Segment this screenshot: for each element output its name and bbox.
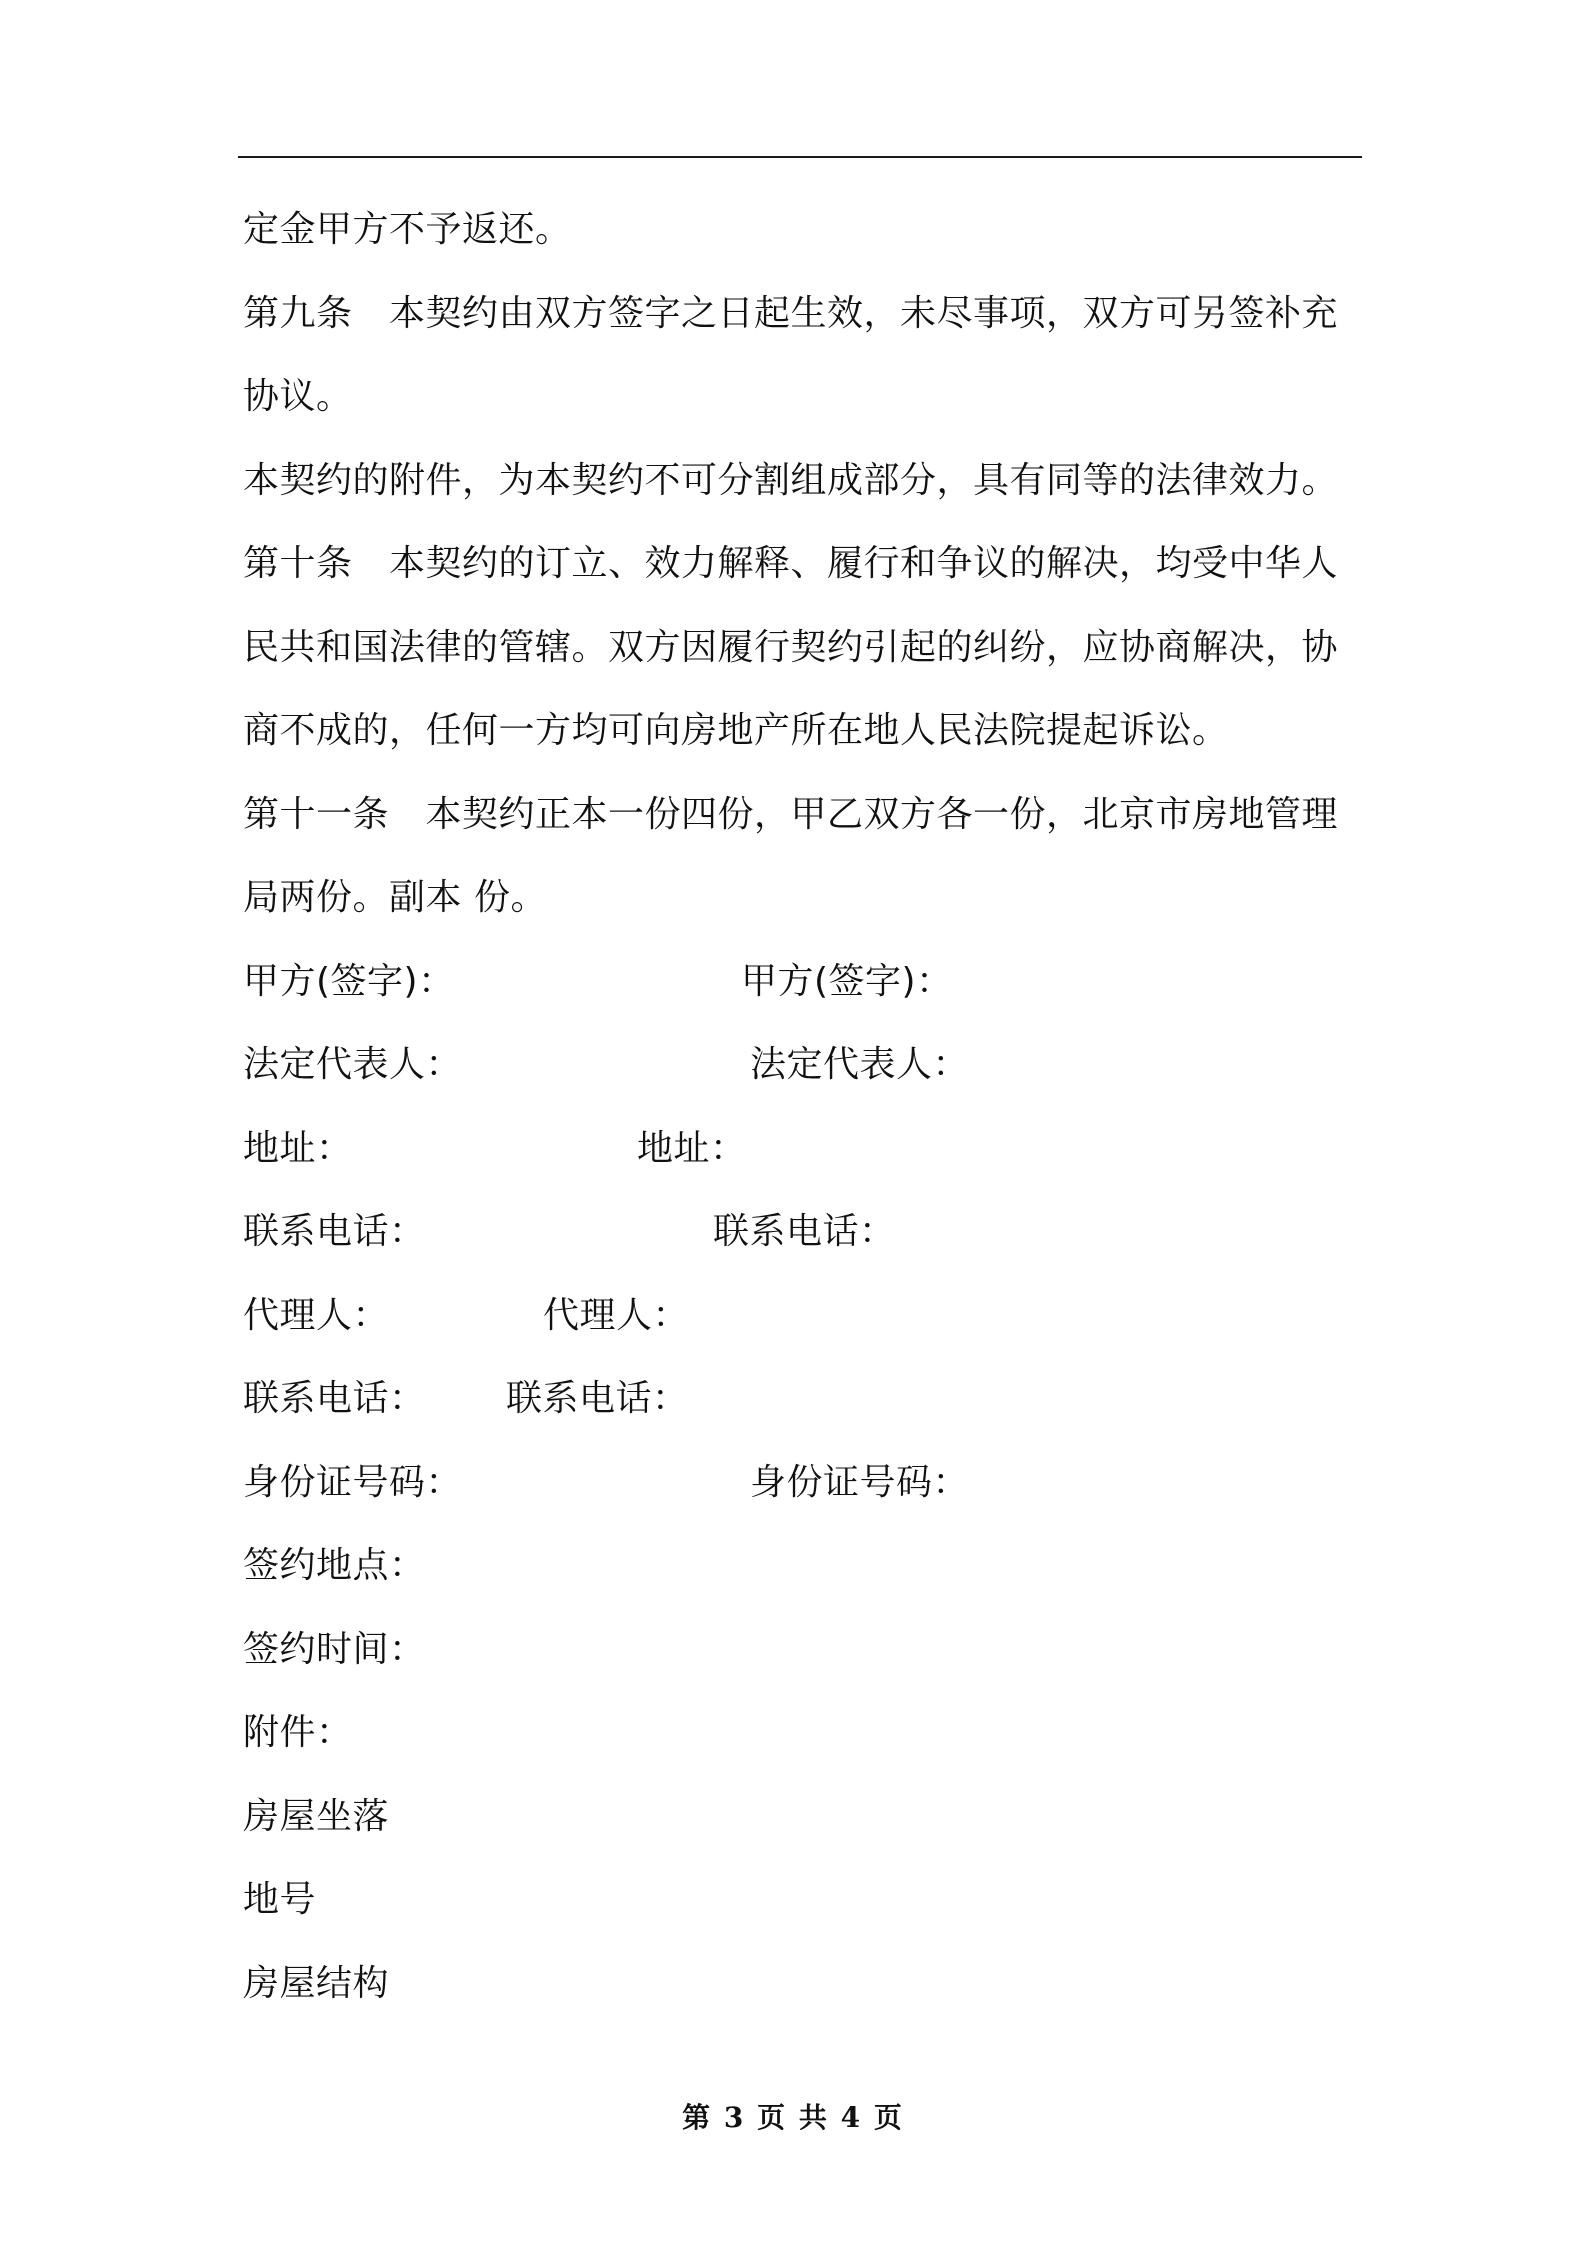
clause-11: 第十一条 本契约正本一份四份，甲乙双方各一份，北京市房地管理 (243, 793, 1339, 835)
lot-number-label: 地号 (243, 1879, 317, 1920)
paragraph-line: 民共和国法律的管辖。双方因履行契约引起的纠纷，应协商解决，协 (243, 626, 1339, 668)
signature-row-id (243, 1449, 1363, 1533)
party-a-rep-label: 法定代表人： (243, 1044, 463, 1085)
party-a-address-label: 地址： (243, 1127, 353, 1169)
party-a-agent-phone-label: 联系电话： (243, 1378, 426, 1419)
signature-row-phone (243, 1198, 1363, 1282)
party-b-sign-label: 甲方(签字)： (741, 960, 953, 1002)
signing-place-label: 签约地点： (243, 1545, 426, 1586)
signature-row-agent-phone (243, 1365, 1363, 1449)
clause-9: 第九条 本契约由双方签字之日起生效，未尽事项，双方可另签补充 (243, 292, 1339, 334)
header-rule (238, 156, 1362, 158)
paragraph-line: 局两份。副本 份。 (243, 877, 547, 918)
party-b-address-label: 地址： (637, 1127, 747, 1169)
page-number-footer: 第 3 页 共 4 页 (682, 2101, 904, 2134)
paragraph-line: 本契约的附件，为本契约不可分割组成部分，具有同等的法律效力。 (243, 459, 1339, 501)
party-a-phone-label: 联系电话： (243, 1211, 426, 1252)
party-b-phone-label: 联系电话： (713, 1211, 896, 1252)
party-a-agent-label: 代理人： (243, 1294, 390, 1336)
signature-row-address (243, 1115, 1363, 1199)
clause-10: 第十条 本契约的订立、效力解释、履行和争议的解决，均受中华人 (243, 543, 1339, 584)
signature-row-sign (243, 948, 1363, 1032)
signing-time-label: 签约时间： (243, 1628, 426, 1670)
party-b-agent-label: 代理人： (543, 1294, 690, 1336)
document-body (243, 196, 1363, 2033)
party-a-sign-label: 甲方(签字)： (243, 960, 455, 1002)
party-a-id-label: 身份证号码： (243, 1461, 463, 1503)
paragraph-line: 定金甲方不予返还。 (243, 209, 572, 250)
party-b-rep-label: 法定代表人： (750, 1044, 970, 1085)
house-structure-label: 房屋结构 (243, 1962, 390, 2004)
party-b-id-label: 身份证号码： (750, 1461, 970, 1503)
signature-row-representative (243, 1031, 1363, 1115)
attachment-label: 附件： (243, 1712, 353, 1753)
party-b-agent-phone-label: 联系电话： (506, 1378, 689, 1419)
paragraph-line: 协议。 (243, 376, 353, 417)
paragraph-line: 商不成的，任何一方均可向房地产所在地人民法院提起诉讼。 (243, 710, 1229, 751)
house-location-label: 房屋坐落 (243, 1795, 390, 1837)
signature-row-agent (243, 1282, 1363, 1366)
